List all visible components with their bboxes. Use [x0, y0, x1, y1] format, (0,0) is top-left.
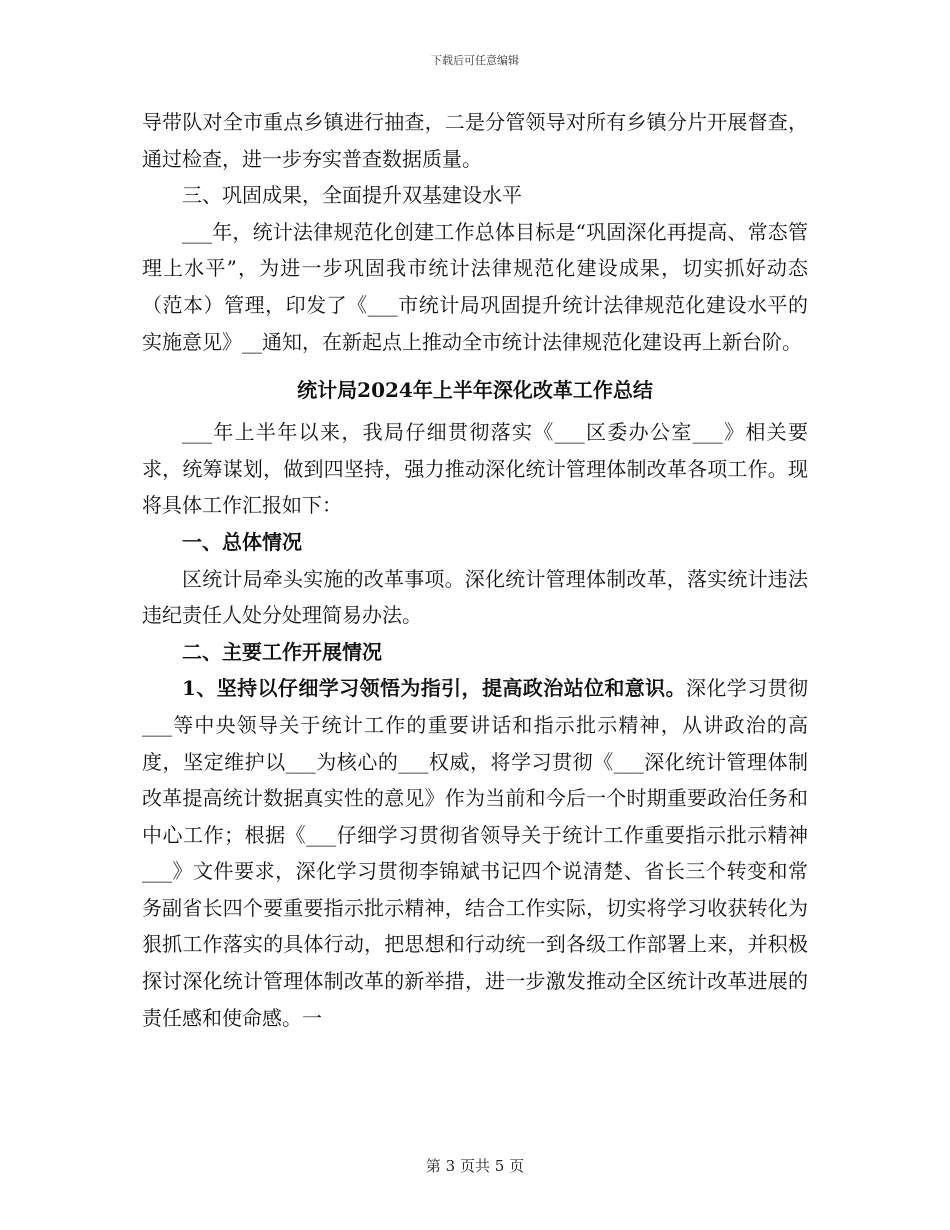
- item-one-body: 深化学习贯彻___等中央领导关于统计工作的重要讲话和指示批示精神，从讲政治的高度，坚定维护以___为核心的___权威，将学习贯彻《___深化统计管理体制改革提高统计数据真实性的意见》作为当前和今后一个时期重要政治任务和中心工作；根据《___仔细学习贯彻省领导关于统计工作重要指示批示精神___》文件要求，深化学习贯彻李锦斌书记四个说清楚、省长三个转变和常务副省长四个要重要指示批示精神，结合工作实际，切实将学习收获转化为狠抓工作落实的具体行动，把思想和行动统一到各级工作部署上来，并积极探讨深化统计管理体制改革的新举措，进一步激发推动全区统计改革进展的责任感和使命感。一: [142, 676, 808, 1030]
- page-header: 下载后可任意编辑: [431, 54, 519, 67]
- paragraph-intro: ___年上半年以来，我局仔细贯彻落实《___区委办公室___》相关要求，统筹谋划，做到四坚持，强力推动深化统计管理体制改革各项工作。现将具体工作汇报如下：: [142, 420, 808, 518]
- paragraph-item-one: [142, 670, 808, 1036]
- heading-overall: 一、总体情况: [182, 529, 302, 554]
- section-heading-three: 三、巩固成果，全面提升双基建设水平: [182, 183, 522, 208]
- item-one-lead: 1、坚持以仔细学习领悟为指引，提高政治站位和意识。: [182, 676, 686, 701]
- paragraph-overall: 区统计局牵头实施的改革事项。深化统计管理体制改革，落实统计违法违纪责任人处分处理简易办法。: [142, 566, 808, 628]
- page-footer: 第 3 页共 5 页: [425, 1157, 525, 1175]
- paragraph-standardization: ___年，统计法律规范化创建工作总体目标是“巩固深化再提高、常态管理上水平”，为进一步巩固我市统计法律规范化建设成果，切实抓好动态（范本）管理，印发了《___市统计局巩固提升统计法律规范化建设水平的实施意见》__通知，在新起点上推动全市统计法律规范化建设再上新台阶。: [142, 219, 808, 354]
- document-title: 统计局2024年上半年深化改革工作总结: [297, 378, 653, 403]
- document-body: [142, 104, 808, 1036]
- heading-main-work: 二、主要工作开展情况: [182, 639, 382, 664]
- paragraph-continuation: 导带队对全市重点乡镇进行抽查，二是分管领导对所有乡镇分片开展督查，通过检查，进一步夯实普查数据质量。: [142, 110, 808, 171]
